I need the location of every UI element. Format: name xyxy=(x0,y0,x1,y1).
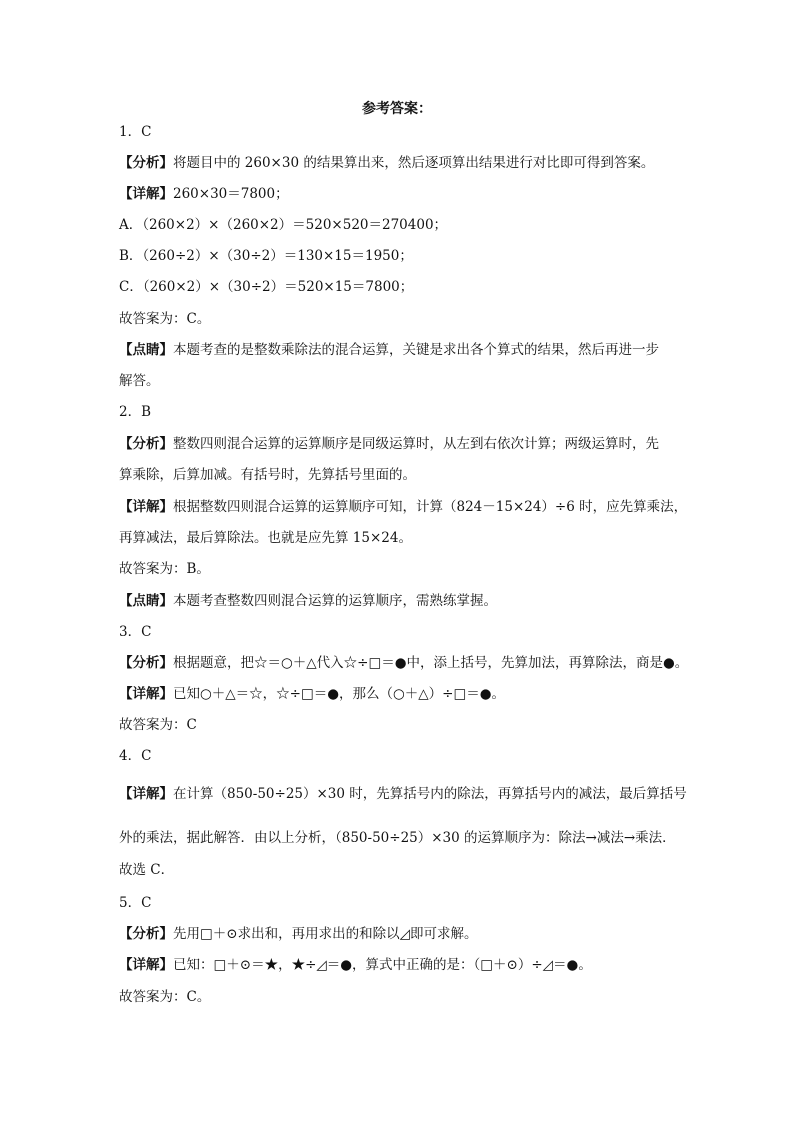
section-tag: 【详解】 xyxy=(119,186,173,202)
text-line xyxy=(119,893,151,913)
line-text: 根据题意，把☆＝○＋△代入☆÷□＝●中，添上括号，先算加法，再算除法，商是●。 xyxy=(173,655,689,671)
text-line xyxy=(119,277,413,297)
line-text: 本题考查的是整数乘除法的混合运算，关键是求出各个算式的结果，然后再进一步 xyxy=(173,342,659,358)
line-text: C．（260×2）×（30÷2）＝520×15＝7800； xyxy=(119,279,414,295)
section-tag: 【分析】 xyxy=(119,655,173,671)
section-tag: 【详解】 xyxy=(119,686,173,702)
line-text: B．（260÷2）×（30÷2）＝130×15＝1950； xyxy=(119,248,413,264)
text-line xyxy=(119,987,210,1007)
section-tag: 【分析】 xyxy=(119,436,173,452)
text-line xyxy=(119,591,497,611)
line-text: 故答案为：B。 xyxy=(119,561,210,577)
line-text: 故选 C． xyxy=(119,862,175,878)
text-line xyxy=(119,153,654,173)
section-tag: 【分析】 xyxy=(119,926,173,942)
line-text: 根据整数四则混合运算的运算顺序可知，计算（824－15×24）÷6 时，应先算乘法， xyxy=(173,499,688,515)
line-text: 4．C xyxy=(119,748,152,764)
line-text: 再算减法，最后算除法。也就是应先算 15×24。 xyxy=(119,530,412,546)
line-text: 算乘除，后算加减。有括号时，先算括号里面的。 xyxy=(119,467,416,483)
line-text: 故答案为：C。 xyxy=(119,989,211,1005)
text-line xyxy=(119,784,687,804)
line-text: 外的乘法，据此解答．由以上分析，（850-50÷25）×30 的运算顺序为：除法→减法→乘法． xyxy=(119,830,676,846)
text-line xyxy=(119,955,592,975)
line-text: 解答。 xyxy=(119,373,160,389)
text-line xyxy=(119,309,210,329)
section-tag: 【详解】 xyxy=(119,786,173,802)
section-tag: 【点睛】 xyxy=(119,342,173,358)
text-line xyxy=(119,828,676,848)
text-line xyxy=(119,559,210,579)
text-line xyxy=(119,860,174,880)
line-text: 在计算（850-50÷25）×30 时，先算括号内的除法，再算括号内的减法，最后算括号 xyxy=(173,786,687,802)
text-line xyxy=(119,497,687,517)
line-text: 2．B xyxy=(119,404,152,420)
text-line xyxy=(119,371,160,391)
line-text: 260×30＝7800； xyxy=(173,186,289,202)
text-line xyxy=(119,746,151,766)
section-tag: 【点睛】 xyxy=(119,593,173,609)
text-line xyxy=(119,434,659,454)
section-tag: 【详解】 xyxy=(119,499,173,515)
text-line xyxy=(119,122,151,142)
text-line xyxy=(119,402,151,422)
text-line xyxy=(119,246,413,266)
text-line xyxy=(119,215,447,235)
line-text: 故答案为：C。 xyxy=(119,311,211,327)
line-text: 将题目中的 260×30 的结果算出来，然后逐项算出结果进行对比即可得到答案。 xyxy=(173,155,655,171)
text-line xyxy=(119,184,289,204)
line-text: 先用□＋⊙求出和，再用求出的和除以◿即可求解。 xyxy=(173,926,478,942)
text-line xyxy=(119,924,477,944)
section-tag: 【分析】 xyxy=(119,155,173,171)
text-line xyxy=(119,465,416,485)
line-text: 已知○＋△＝☆，☆÷□＝●，那么（○＋△）÷□＝●。 xyxy=(173,686,506,702)
line-text: 已知：□＋⊙＝★，★÷◿＝●，算式中正确的是：（□＋⊙）÷◿＝●。 xyxy=(173,957,592,973)
line-text: 故答案为：C xyxy=(119,717,197,733)
line-text: A．（260×2）×（260×2）＝520×520＝270400； xyxy=(119,217,448,233)
answer-title: 参考答案： xyxy=(362,101,432,117)
text-line xyxy=(119,528,412,548)
line-text: 整数四则混合运算的运算顺序是同级运算时，从左到右依次计算；两级运算时，先 xyxy=(173,436,659,452)
text-line xyxy=(119,653,688,673)
text-line xyxy=(119,340,659,360)
section-tag: 【详解】 xyxy=(119,957,173,973)
line-text: 本题考查整数四则混合运算的运算顺序，需熟练掌握。 xyxy=(173,593,497,609)
line-text: 1．C xyxy=(119,124,152,140)
text-line xyxy=(119,622,151,642)
text-line xyxy=(119,715,197,735)
text-line xyxy=(119,684,505,704)
line-text: 3．C xyxy=(119,624,152,640)
line-text: 5．C xyxy=(119,895,152,911)
